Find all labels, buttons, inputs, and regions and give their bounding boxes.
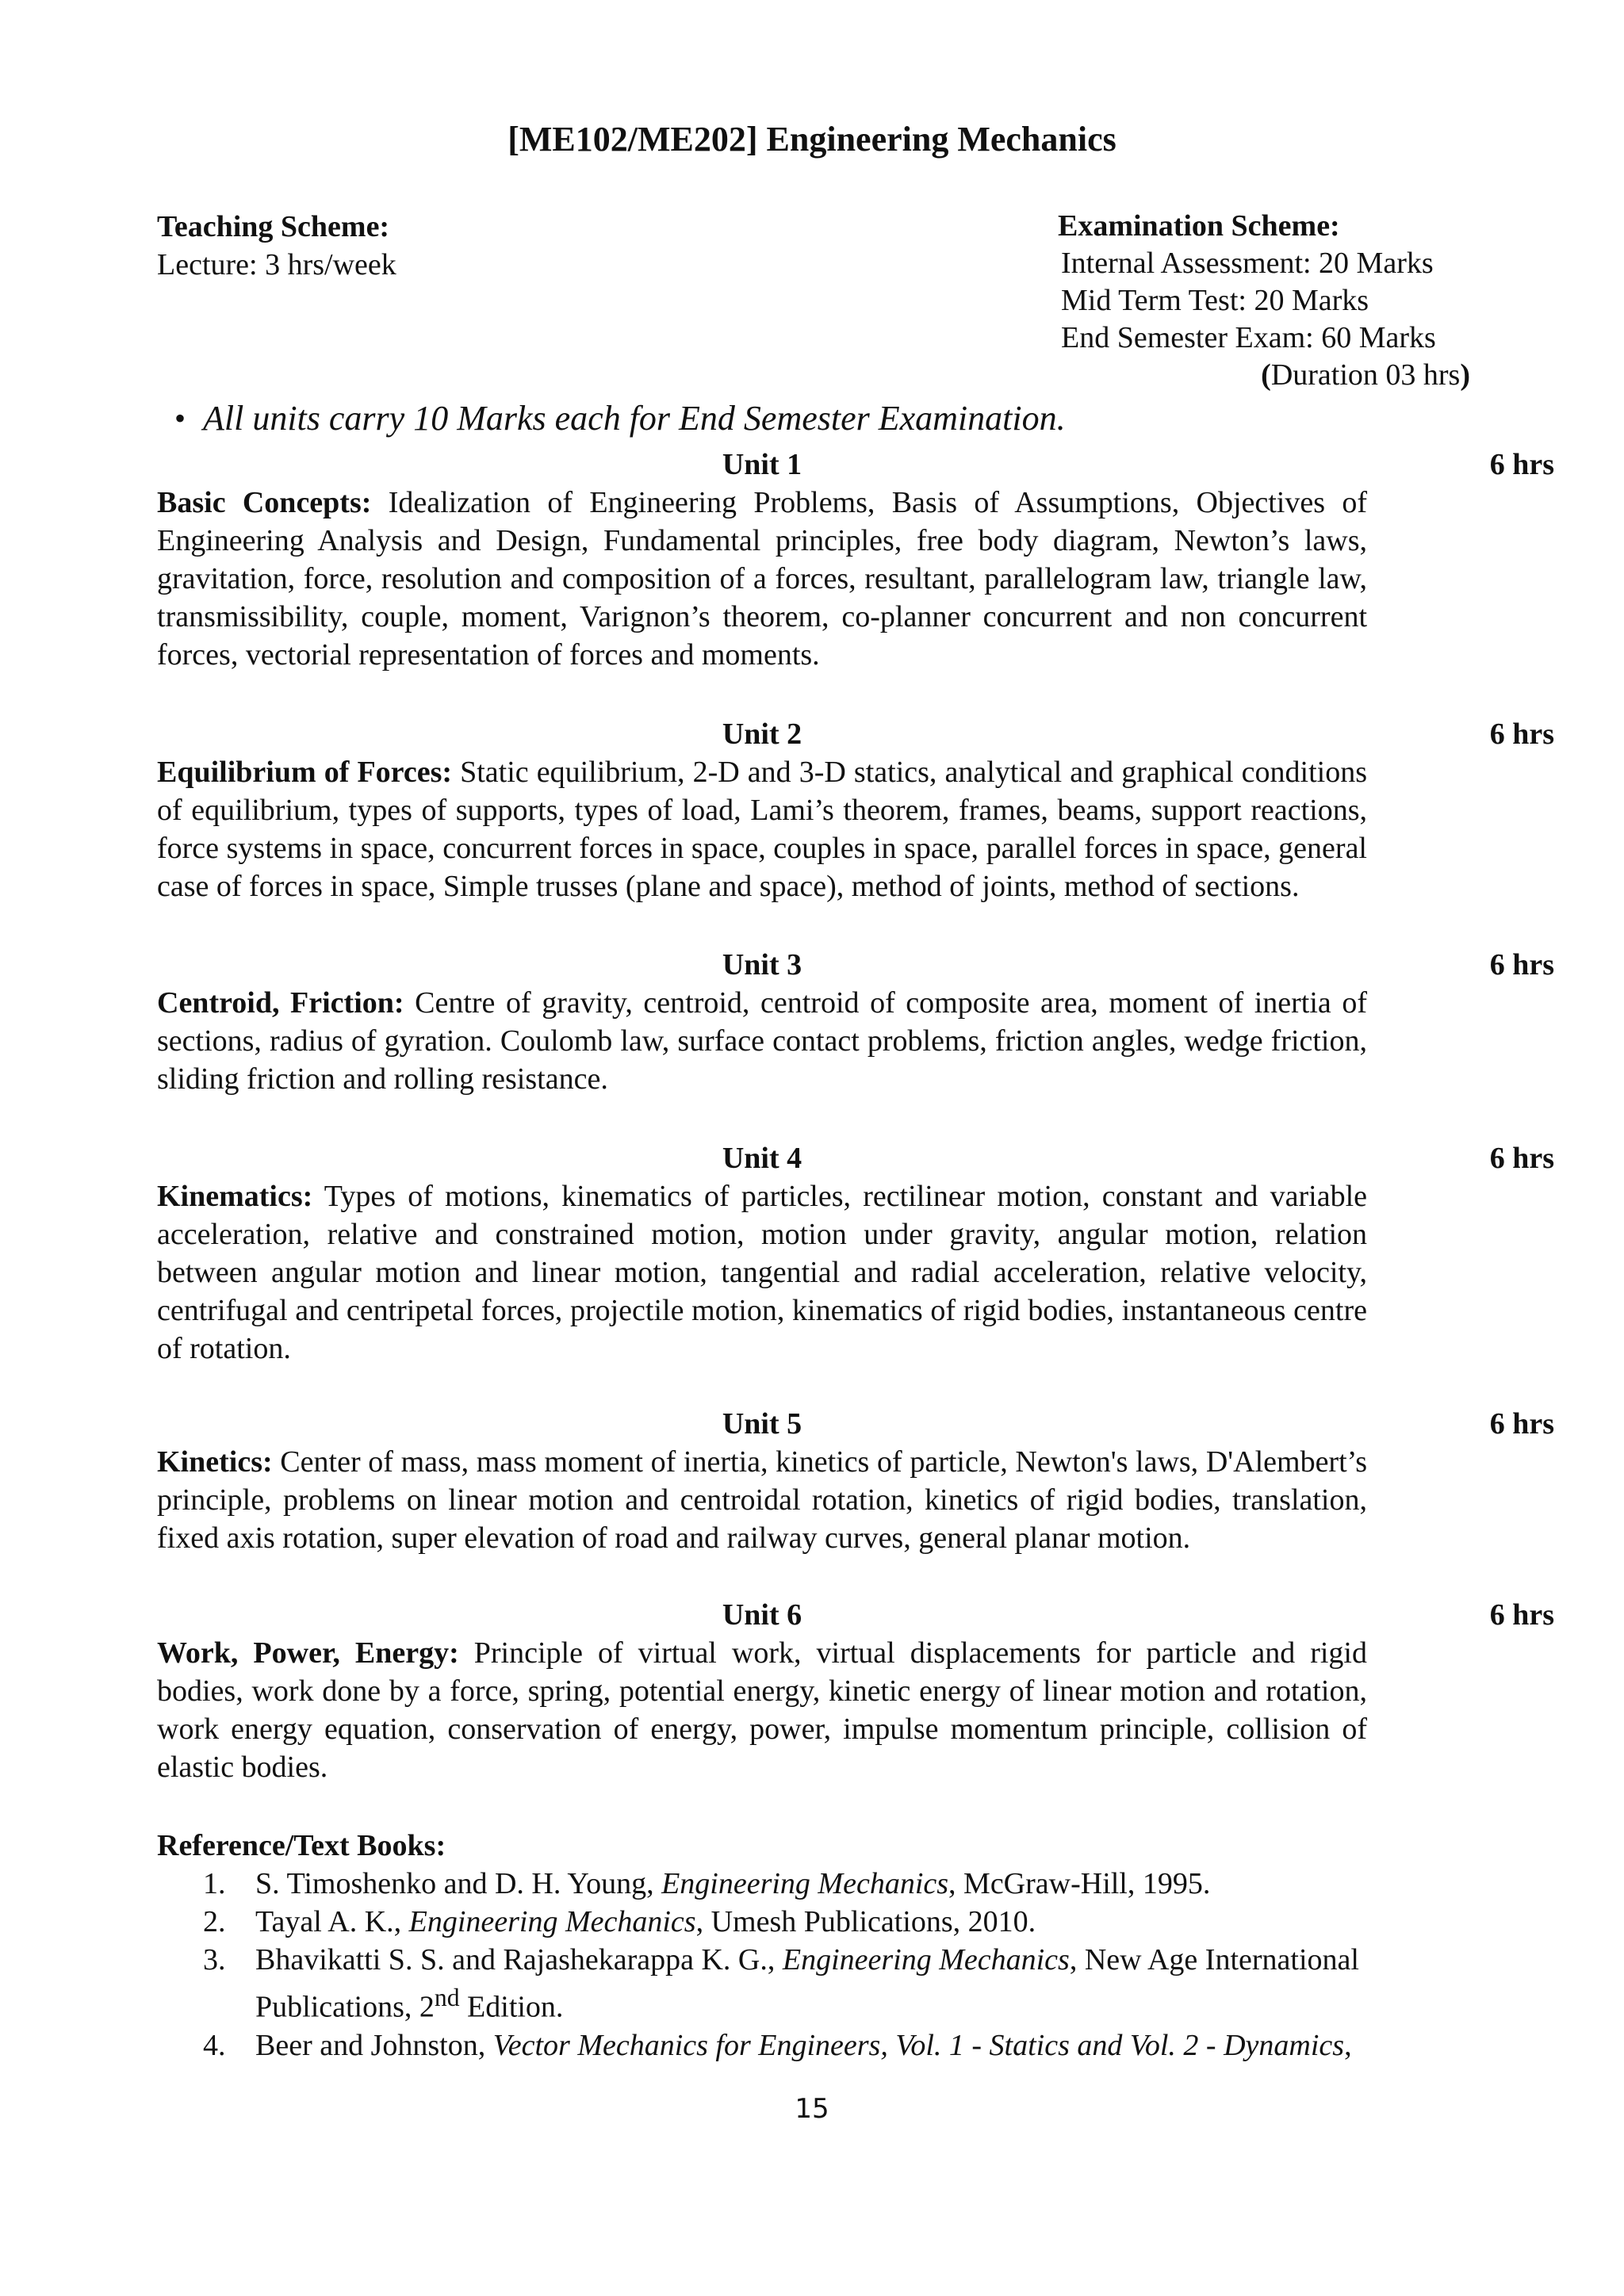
reference-edition-superscript: nd — [434, 1984, 460, 2011]
reference-item — [157, 1941, 1489, 2026]
teaching-scheme-lecture: Lecture: 3 hrs/week — [157, 248, 396, 281]
marks-note — [174, 398, 1066, 439]
reference-number: 2. — [203, 1905, 226, 1938]
unit-heading: Kinetics: — [157, 1445, 273, 1479]
unit-heading: Equilibrium of Forces: — [157, 756, 453, 789]
unit-content — [157, 984, 1367, 1098]
reference-authors: Bhavikatti S. S. and Rajashekarappa K. G., — [255, 1943, 783, 1976]
unit-content — [157, 484, 1367, 674]
reference-publisher: , New Age International Publications, 2 — [255, 1943, 1359, 2024]
unit-text: Types of motions, kinematics of particles, rectilinear motion, constant and variable acceleration, relative and constrained motion, motion under gravity, angular motion, relation between angular motion and linear motion, tangential and radial acceleration, relative velocity, centrifugal and centripetal forces, projectile motion, kinematics of rigid bodies, instantaneous centre of rotation. — [157, 1180, 1367, 1365]
unit-1 — [157, 446, 1554, 674]
unit-text: Static equilibrium, 2-D and 3-D statics, analytical and graphical conditions of equilibrium, types of supports, types of load, Lami’s theorem, frames, beams, support reactions, force systems in space, concurrent forces in space, couples in space, parallel forces in space, general case of forces in space, Simple trusses (plane and space), method of joints, method of sections. — [157, 756, 1367, 903]
unit-text: Center of mass, mass moment of inertia, kinetics of particle, Newton's laws, D'Alembert’s principle, problems on linear motion and centroidal rotation, kinetics of rigid bodies, translation, fixed axis rotation, super elevation of road and railway curves, general planar motion. — [157, 1445, 1367, 1555]
unit-heading: Work, Power, Energy: — [157, 1636, 459, 1670]
unit-title: Unit 6 — [722, 1598, 802, 1632]
unit-hours: 6 hrs — [1489, 1598, 1554, 1632]
unit-hours: 6 hrs — [1489, 1142, 1554, 1175]
reference-item — [157, 1903, 1489, 1941]
reference-title: Engineering Mechanics — [661, 1867, 949, 1900]
end-semester-exam: End Semester Exam: 60 Marks — [1061, 321, 1436, 354]
unit-text: Centre of gravity, centroid, centroid of composite area, moment of inertia of sections, radius of gyration. Coulomb law, surface contact problems, friction angles, wedge friction, sliding friction and rolling resistance. — [157, 986, 1367, 1096]
unit-title: Unit 5 — [722, 1407, 802, 1441]
references-heading: Reference/Text Books: — [157, 1829, 446, 1862]
reference-publisher: , McGraw-Hill, 1995. — [948, 1867, 1211, 1900]
unit-content — [157, 1443, 1367, 1557]
duration-close-paren: ) — [1460, 358, 1470, 392]
unit-content — [157, 1634, 1367, 1786]
reference-item — [157, 1865, 1489, 1903]
unit-heading: Kinematics: — [157, 1180, 313, 1213]
examination-scheme-heading: Examination Scheme: — [1058, 209, 1340, 243]
unit-heading: Basic Concepts: — [157, 486, 372, 519]
unit-content — [157, 1177, 1367, 1368]
unit-5 — [157, 1405, 1554, 1557]
unit-hours: 6 hrs — [1489, 448, 1554, 481]
unit-hours: 6 hrs — [1489, 1407, 1554, 1441]
reference-authors: Beer and Johnston, — [255, 2028, 493, 2062]
reference-publisher: , Umesh Publications, 2010. — [695, 1905, 1036, 1938]
reference-authors: S. Timoshenko and D. H. Young, — [255, 1867, 662, 1900]
unit-6 — [157, 1596, 1554, 1786]
reference-title: Vector Mechanics for Engineers, Vol. 1 - Statics and Vol. 2 - Dynamics — [492, 2028, 1345, 2062]
unit-2 — [157, 715, 1554, 905]
unit-hours: 6 hrs — [1489, 948, 1554, 982]
duration-text: Duration 03 hrs — [1270, 358, 1461, 392]
unit-4 — [157, 1139, 1554, 1368]
reference-item — [157, 2026, 1489, 2064]
duration-open-paren: ( — [1261, 358, 1271, 392]
page-number: 15 — [795, 2093, 829, 2125]
reference-authors: Tayal A. K., — [255, 1905, 409, 1938]
examination-scheme — [1058, 208, 1470, 394]
reference-number: 4. — [203, 2028, 226, 2062]
bullet-icon: • — [174, 400, 186, 436]
unit-heading: Centroid, Friction: — [157, 986, 404, 1020]
internal-assessment: Internal Assessment: 20 Marks — [1061, 247, 1434, 280]
teaching-scheme — [157, 208, 396, 284]
unit-hours: 6 hrs — [1489, 718, 1554, 751]
teaching-scheme-heading: Teaching Scheme: — [157, 210, 390, 243]
reference-publisher: , — [1344, 2028, 1352, 2062]
reference-books — [157, 1827, 1489, 2064]
reference-number: 1. — [203, 1867, 226, 1900]
unit-text: Principle of virtual work, virtual displacements for particle and rigid bodies, work done by a force, spring, potential energy, kinetic energy of linear motion and rotation, work energy equation, conservation of energy, power, impulse momentum principle, collision of elastic bodies. — [157, 1636, 1367, 1784]
mid-term-test: Mid Term Test: 20 Marks — [1061, 284, 1369, 317]
marks-note-text: All units carry 10 Marks each for End Semester Examination. — [203, 399, 1066, 438]
reference-number: 3. — [203, 1943, 226, 1976]
page-title: [ME102/ME202] Engineering Mechanics — [508, 120, 1116, 159]
exam-duration — [1058, 357, 1470, 394]
reference-title: Engineering Mechanics — [408, 1905, 696, 1938]
unit-title: Unit 1 — [722, 448, 802, 481]
unit-content — [157, 753, 1367, 905]
reference-title: Engineering Mechanics — [782, 1943, 1070, 1976]
unit-title: Unit 4 — [722, 1142, 802, 1175]
unit-title: Unit 2 — [722, 718, 802, 751]
unit-3 — [157, 946, 1554, 1098]
unit-title: Unit 3 — [722, 948, 802, 982]
reference-edition: Edition. — [459, 1990, 564, 2024]
unit-text: Idealization of Engineering Problems, Basis of Assumptions, Objectives of Engineering Analysis and Design, Fundamental principles, free body diagram, Newton’s laws, gravitation, force, resolution and composition of a forces, resultant, parallelogram law, triangle law, transmissibility, couple, moment, Varignon’s theorem, co-planner concurrent and non concurrent forces, vectorial representation of forces and moments. — [157, 486, 1367, 672]
